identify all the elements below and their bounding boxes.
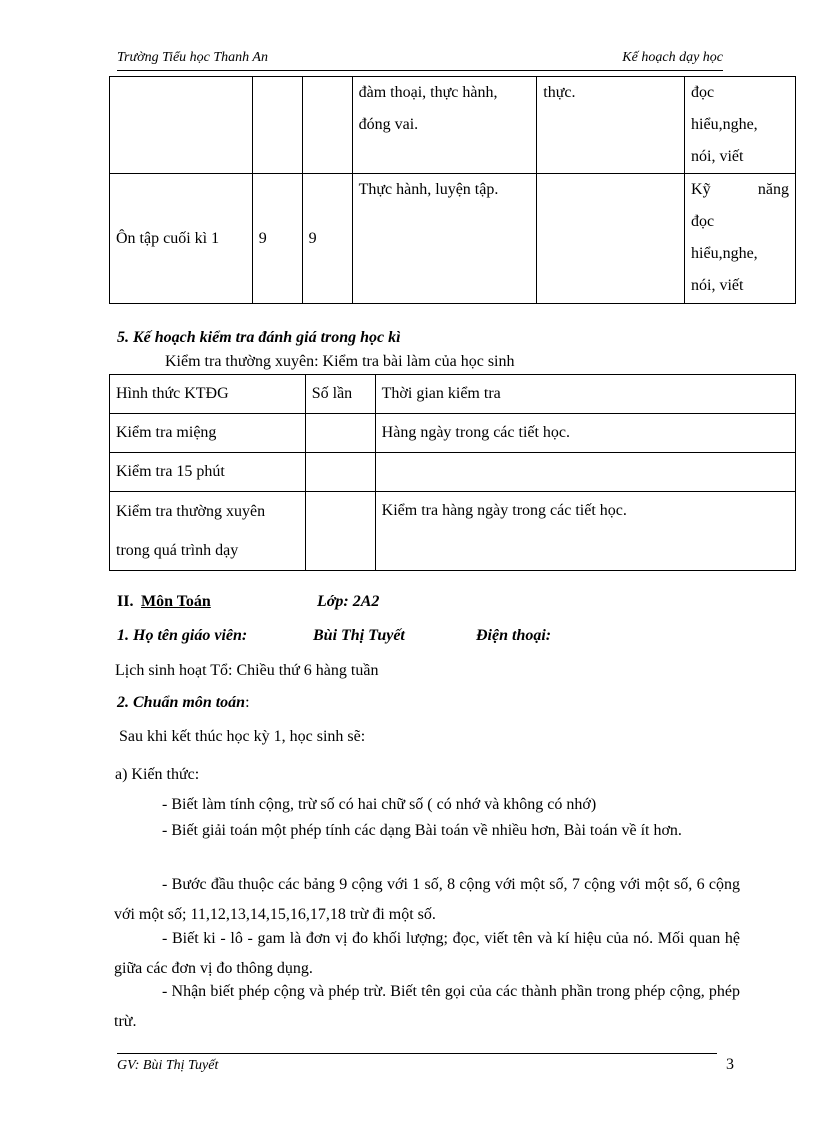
cell-word: Kỹ [691,181,711,198]
knowledge-item: - Biết ki - lô - gam là đơn vị đo khối lượng; đọc, viết tên và kí hiệu của nó. Mối quan hệ giữa các đơn vị đo thông dụng. [114,930,740,977]
section-roman: II. [117,593,134,610]
table-cell [252,77,302,174]
class-label: Lớp: 2A2 [317,593,380,610]
table-row [110,77,796,174]
table-cell: 9 [252,174,302,304]
cell-line: đàm thoại, thực hành, [358,84,498,101]
table-cell [685,174,796,304]
knowledge-item: - Nhận biết phép cộng và phép trừ. Biết tên gọi của các thành phần trong phép cộng, phép trừ. [114,983,740,1030]
footer-divider [117,1053,717,1054]
table-cell: thực. [537,77,685,174]
table-cell: Kiểm tra 15 phút [110,453,306,492]
knowledge-item: - Biết làm tính cộng, trừ số có hai chữ số ( có nhớ và không có nhớ) [162,796,597,813]
table-cell: 9 [302,174,352,304]
group-schedule: Lịch sinh hoạt Tổ: Chiều thứ 6 hàng tuần [115,662,379,679]
assessment-table [109,374,796,571]
table-cell: Ôn tập cuối kì 1 [110,174,253,304]
cell-line: hiểu,nghe, [691,245,758,262]
teacher-name: Bùi Thị Tuyết [313,627,405,644]
knowledge-item: - Bước đầu thuộc các bảng 9 cộng với 1 số, 8 cộng với một số, 7 cộng với một số, 6 cộng với một số; 11,12,13,14,15,16,17,18 trừ đi một số. [114,876,740,923]
phone-label: Điện thoại: [476,627,552,644]
cell-line: nói, viết [691,277,744,294]
knowledge-heading: a) Kiến thức: [115,766,200,783]
cell-line: đóng vai. [358,116,419,133]
cell-line: hiểu,nghe, [691,116,758,133]
table-cell: Kiểm tra miệng [110,414,306,453]
page-number: 3 [726,1056,734,1073]
footer-teacher: GV: Bùi Thị Tuyết [117,1058,219,1073]
subject-title: Môn Toán [141,593,211,610]
cell-line: trong quá trình dạy [116,542,239,559]
teacher-label: 1. Họ tên giáo viên: [117,627,248,644]
cell-line: đọc [691,84,715,101]
section-5-subline: Kiểm tra thường xuyên: Kiểm tra bài làm của học sinh [165,353,515,370]
table-cell [302,77,352,174]
table-row [110,174,796,304]
table-row [110,414,796,453]
cell-line [691,174,789,206]
table-cell [110,77,253,174]
table-row [110,453,796,492]
table-cell: Hàng ngày trong các tiết học. [375,414,795,453]
table-cell: Thực hành, luyện tập. [352,174,537,304]
table-cell [352,77,537,174]
header-cell: Số lần [305,375,375,414]
page-header [117,50,723,71]
header-cell: Hình thức KTĐG [110,375,306,414]
table-row [110,492,796,571]
cell-line: Kiểm tra thường xuyên [116,503,266,520]
table-cell [305,453,375,492]
knowledge-item: - Biết giải toán một phép tính các dạng Bài toán về nhiều hơn, Bài toán về ít hơn. [162,822,682,839]
intro-line: Sau khi kết thúc học kỳ 1, học sinh sẽ: [119,728,366,745]
cell-line: đọc [691,213,715,230]
cell-word: năng [757,181,789,198]
header-school: Trường Tiểu học Thanh An [117,50,268,65]
lesson-plan-table [109,76,796,304]
table-cell [305,492,375,571]
table-cell [110,492,306,571]
standard-heading-line [117,694,250,712]
header-cell: Thời gian kiểm tra [375,375,795,414]
standard-colon: : [245,694,250,711]
section-5-heading: 5. Kế hoạch kiểm tra đánh giá trong học kì [117,329,401,346]
table-cell [375,453,795,492]
table-cell [685,77,796,174]
table-cell [537,174,685,304]
table-header-row [110,375,796,414]
cell-line: nói, viết [691,148,744,165]
header-doc-title: Kế hoạch dạy học [622,50,723,65]
table-cell [305,414,375,453]
table-cell: Kiểm tra hàng ngày trong các tiết học. [375,492,795,571]
standard-heading: 2. Chuẩn môn toán [117,694,246,711]
